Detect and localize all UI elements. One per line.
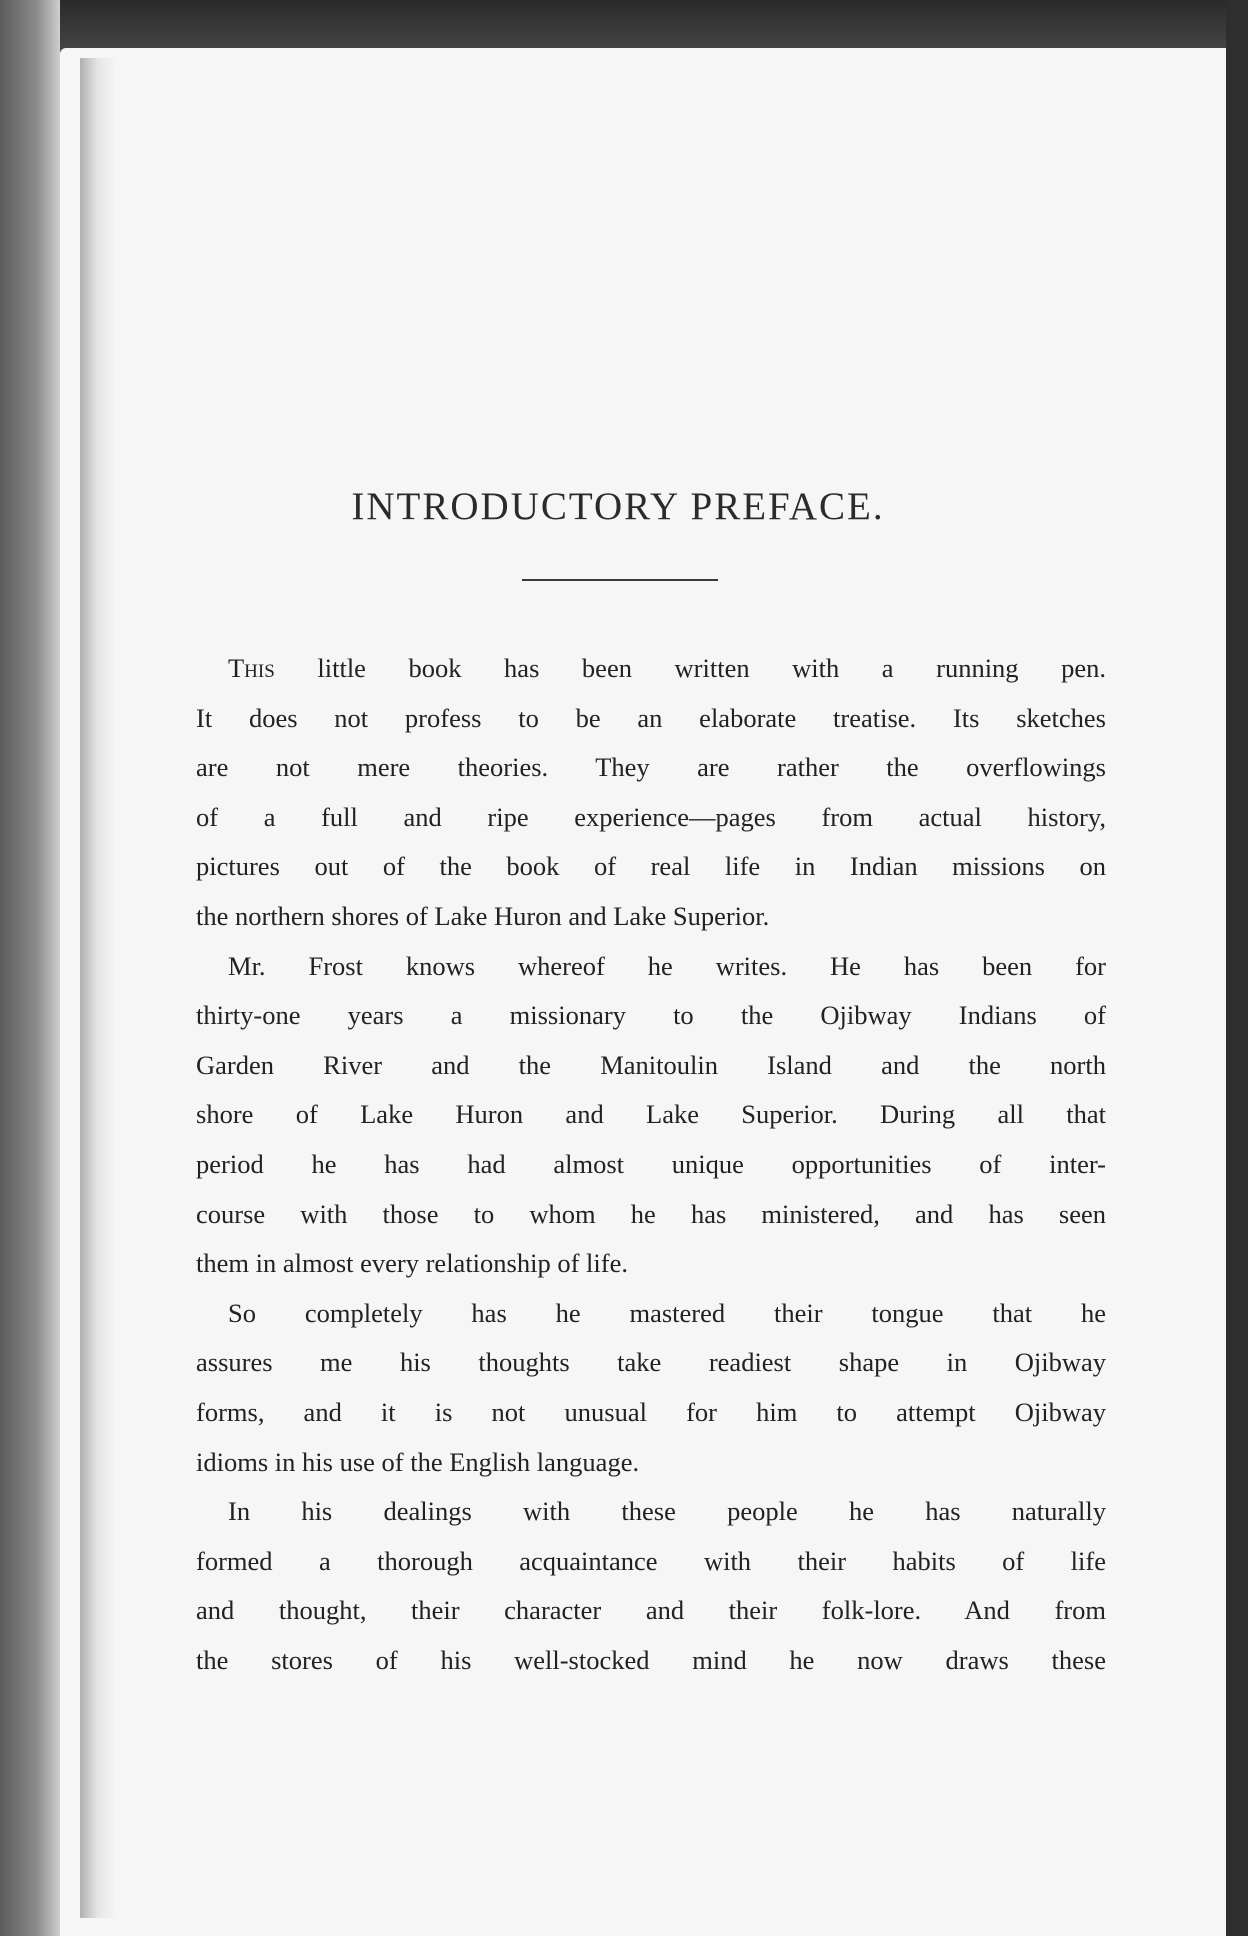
body-text [196,644,1106,1685]
text-line: the northern shores of Lake Huron and Lake Superior. [196,900,770,931]
text-line: In his dealings with these people he has naturally [228,1496,1106,1527]
paragraph-4 [196,1487,1106,1685]
text-line: of a full and ripe experience—pages from actual history, [196,801,1106,832]
title-rule [522,579,718,581]
paragraph-3 [196,1289,1106,1487]
paragraph-1 [196,644,1106,942]
text-line: It does not profess to be an elaborate treatise. Its sketches [196,702,1106,733]
text-line: formed a thorough acquaintance with their habits of life [196,1545,1106,1576]
text-line: thirty-one years a missionary to the Ojibway Indians of [196,1000,1106,1031]
scanner-border-right [1226,0,1248,1936]
book-page [60,48,1226,1936]
text-line: are not mere theories. They are rather the overflowings [196,752,1106,783]
lead-word: This [228,653,275,683]
text-line-rest: little book has been written with a running pen. [274,653,1106,683]
text-line: course with those to whom he has ministered, and has seen [196,1198,1106,1229]
scanner-border-left [0,0,60,1936]
text-line: So completely has he mastered their tongue that he [228,1297,1106,1328]
page-title: INTRODUCTORY PREFACE. [351,485,885,529]
text-line: the stores of his well-stocked mind he now draws these [196,1644,1106,1675]
paragraph-2 [196,942,1106,1289]
spine-shadow [80,58,116,1918]
text-line: forms, and it is not unusual for him to attempt Ojibway [196,1396,1106,1427]
text-line: Mr. Frost knows whereof he writes. He has been for [228,950,1106,981]
text-line: idioms in his use of the English language. [196,1446,640,1477]
text-line: and thought, their character and their folk-lore. And from [196,1595,1106,1626]
text-line [196,644,1106,694]
text-line: period he has had almost unique opportunities of inter- [196,1148,1106,1179]
text-line: them in almost every relationship of life. [196,1248,628,1279]
text-line: shore of Lake Huron and Lake Superior. During all that [196,1099,1106,1130]
text-line: pictures out of the book of real life in Indian missions on [196,851,1106,882]
text-line: assures me his thoughts take readiest shape in Ojibway [196,1347,1106,1378]
text-line: Garden River and the Manitoulin Island and the north [196,1049,1106,1080]
